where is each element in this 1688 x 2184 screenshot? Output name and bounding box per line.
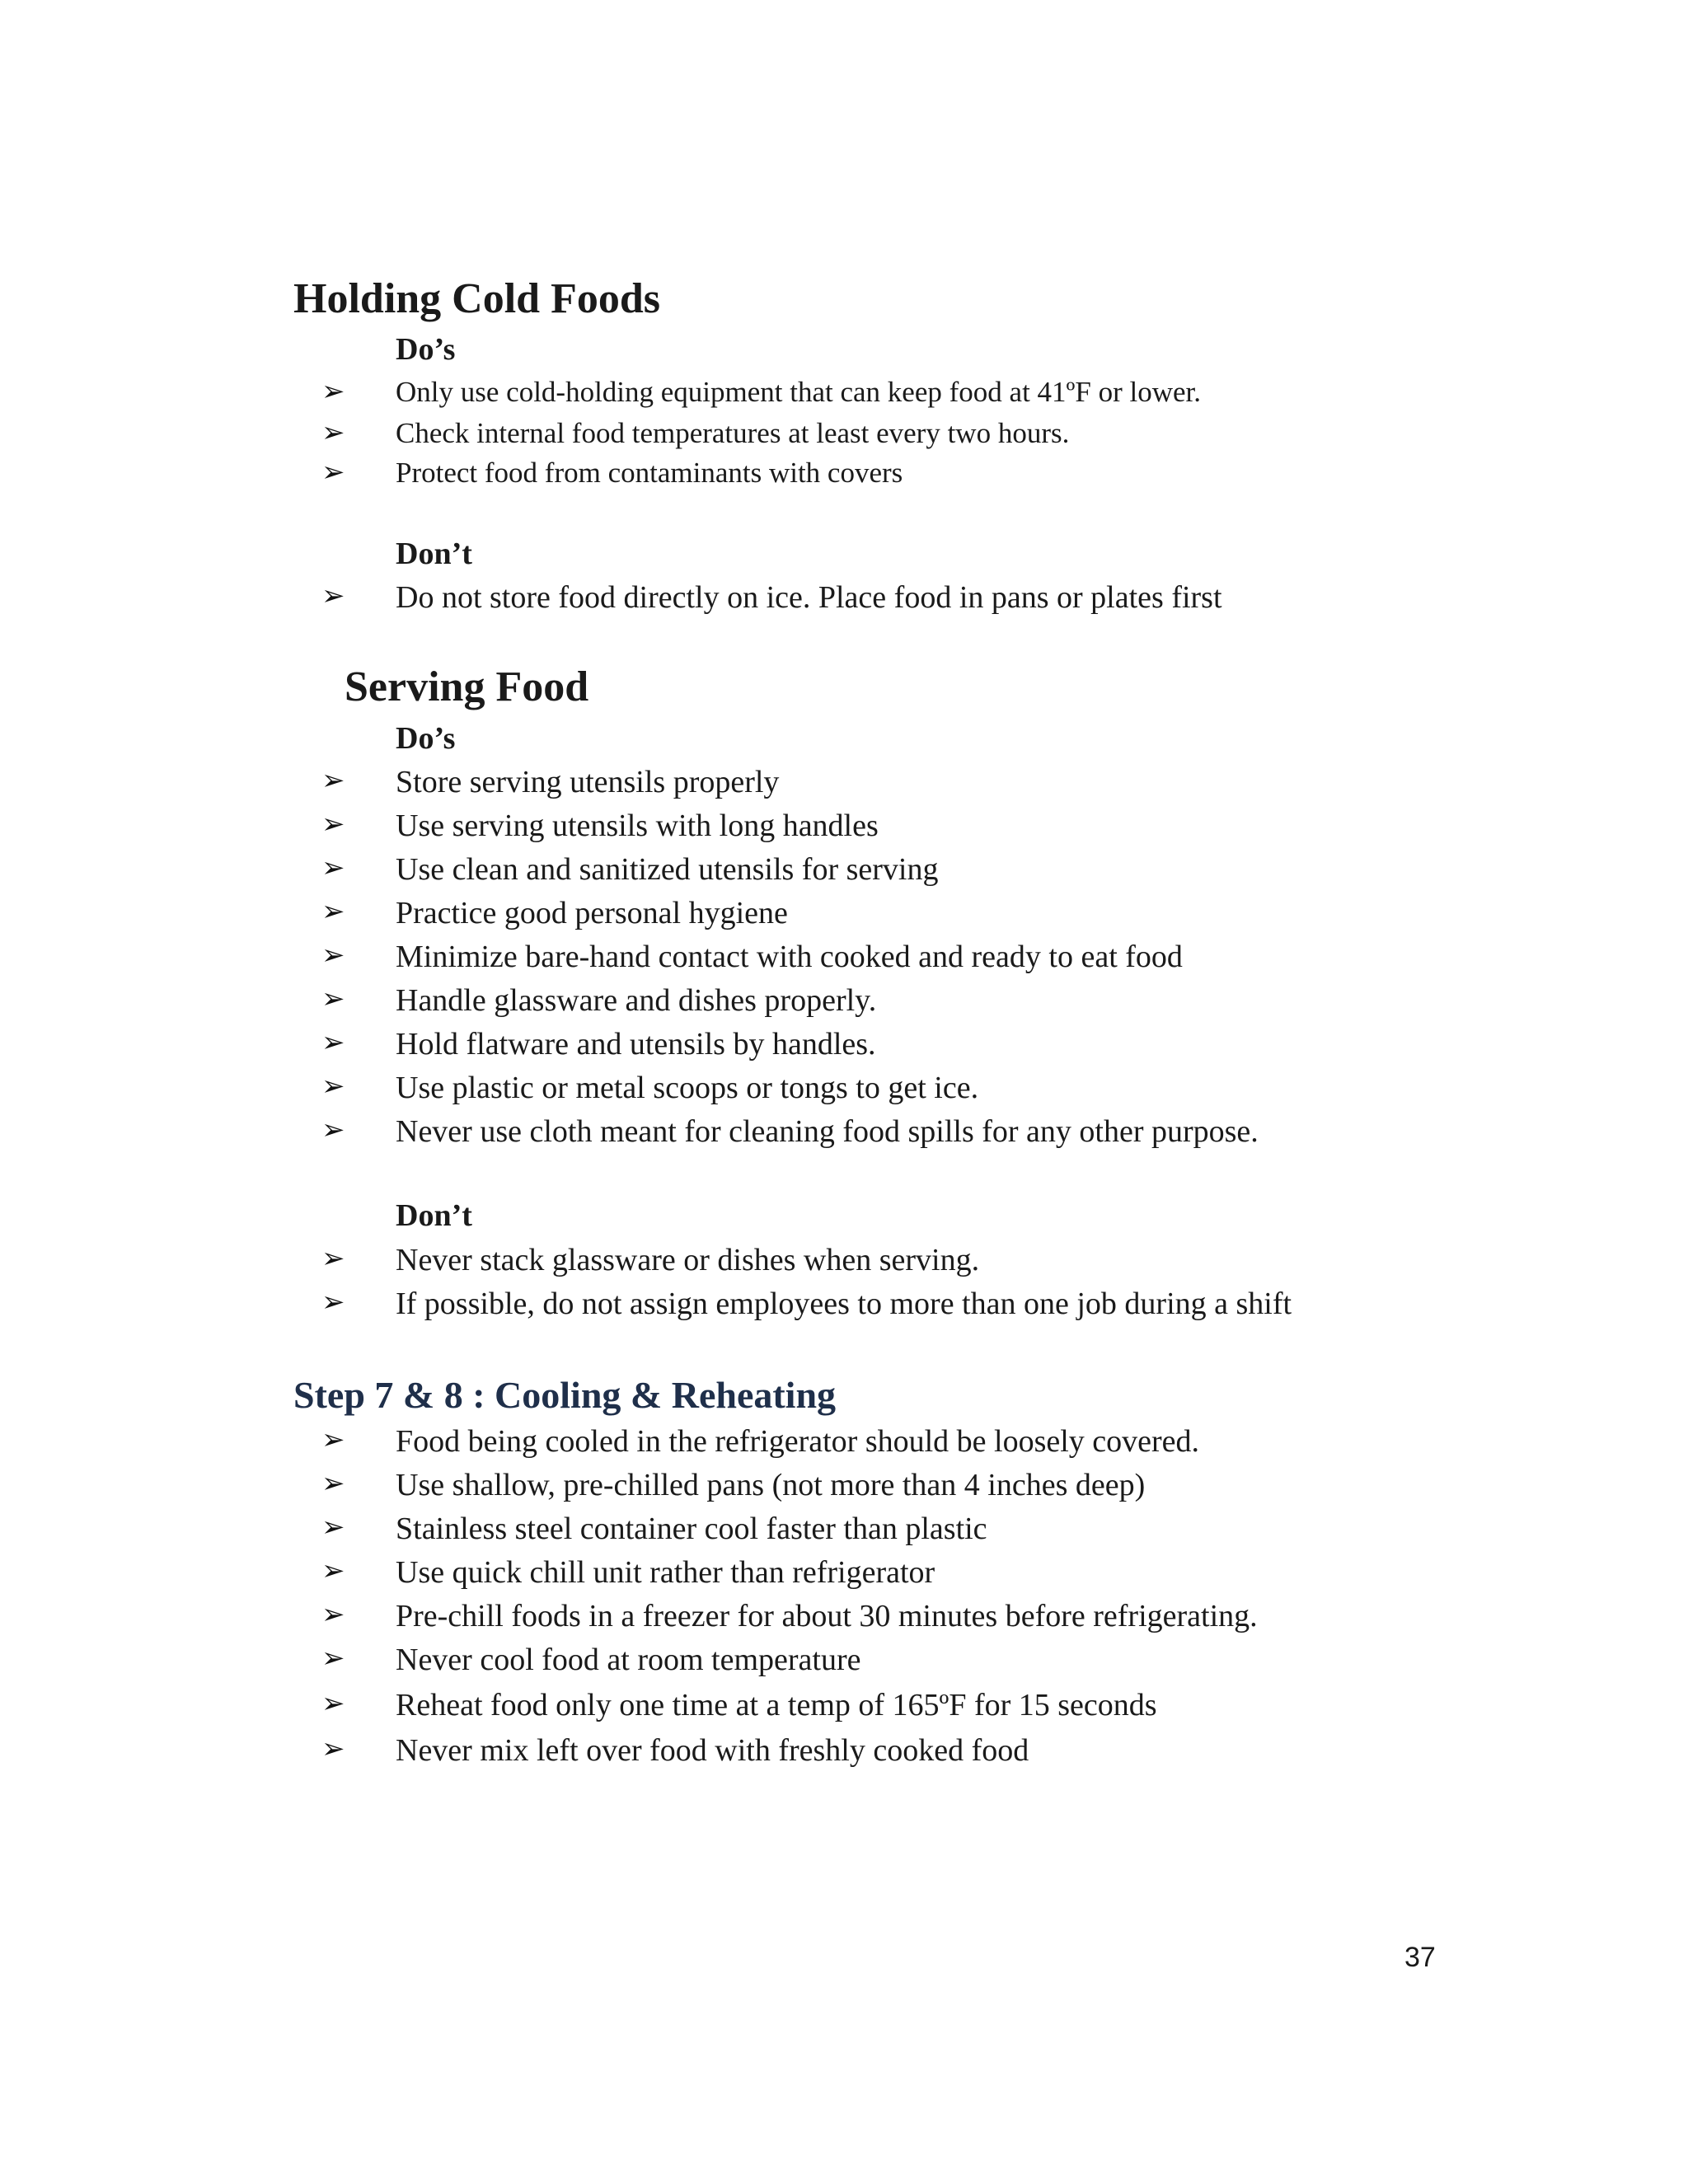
list-item-text: Use quick chill unit rather than refrigerator [396,1555,935,1590]
list-item-text: Hold flatware and utensils by handles. [396,1027,876,1062]
list-item [0,941,1688,982]
list-item-text: Do not store food directly on ice. Place food in pans or plates first [396,580,1222,615]
arrow-bullet-icon: ➢ [321,1467,345,1500]
list-item-text: Stainless steel container cool faster than plastic [396,1511,987,1546]
list-item-text: Never stack glassware or dishes when serving. [396,1243,980,1277]
list-item-text: Use plastic or metal scoops or tongs to get ice. [396,1071,979,1105]
list-item-text: Check internal food temperatures at least every two hours. [396,417,1070,449]
list-item [0,458,1688,499]
list-item [0,895,1688,939]
arrow-bullet-icon: ➢ [321,1070,345,1103]
arrow-bullet-icon: ➢ [321,579,345,612]
list-item [0,810,1688,851]
list-item [0,1644,1688,1685]
list-item [0,1288,1688,1329]
arrow-bullet-icon: ➢ [321,1026,345,1059]
list-item-text: Reheat food only one time at a temp of 165ºF for 15 seconds [396,1688,1157,1722]
list-item [0,982,1688,1026]
list-item [0,377,1688,419]
list-item [0,1469,1688,1511]
list-item [0,579,1688,623]
list-item [0,1554,1688,1598]
list-item-text: Minimize bare-hand contact with cooked and ready to eat food [396,940,1183,974]
list-item [0,1423,1688,1467]
list-item-text: Handle glassware and dishes properly. [396,983,877,1018]
arrow-bullet-icon: ➢ [321,1511,345,1544]
page-number: 37 [1404,1942,1436,1973]
arrow-bullet-icon: ➢ [321,1732,345,1765]
cold-dont-label: Don’t [396,537,472,571]
section-title-serving-food: Serving Food [345,663,589,710]
arrow-bullet-icon: ➢ [321,1423,345,1456]
arrow-bullet-icon: ➢ [321,1598,345,1631]
arrow-bullet-icon: ➢ [321,416,345,449]
arrow-bullet-icon: ➢ [321,1554,345,1587]
serving-dos-label: Do’s [396,721,456,756]
arrow-bullet-icon: ➢ [321,1687,345,1720]
list-item-text: Use clean and sanitized utensils for serving [396,852,939,887]
arrow-bullet-icon: ➢ [321,1113,345,1146]
list-item [0,1072,1688,1113]
list-item-text: Never use cloth meant for cleaning food spills for any other purpose. [396,1114,1259,1149]
arrow-bullet-icon: ➢ [321,939,345,972]
list-item-text: If possible, do not assign employees to more than one job during a shift [396,1286,1292,1321]
arrow-bullet-icon: ➢ [321,895,345,928]
arrow-bullet-icon: ➢ [321,1286,345,1319]
cold-dos-label: Do’s [396,332,456,367]
list-item [0,1732,1688,1776]
serving-dont-label: Don’t [396,1198,472,1233]
list-item [0,766,1688,808]
list-item-text: Food being cooled in the refrigerator should be loosely covered. [396,1424,1200,1459]
list-item [0,1598,1688,1642]
list-item-text: Practice good personal hygiene [396,896,788,930]
list-item [0,1687,1688,1731]
list-item [0,1113,1688,1157]
arrow-bullet-icon: ➢ [321,1642,345,1675]
list-item [0,1513,1688,1554]
list-item-text: Only use cold-holding equipment that can keep food at 41ºF or lower. [396,376,1202,408]
arrow-bullet-icon: ➢ [321,808,345,841]
list-item-text: Pre-chill foods in a freezer for about 30 minutes before refrigerating. [396,1599,1258,1633]
list-item [0,1244,1688,1286]
list-item-text: Use shallow, pre-chilled pans (not more than 4 inches deep) [396,1468,1146,1502]
list-item-text: Store serving utensils properly [396,765,780,799]
arrow-bullet-icon: ➢ [321,851,345,884]
list-item [0,416,1688,460]
arrow-bullet-icon: ➢ [321,456,345,489]
arrow-bullet-icon: ➢ [321,375,345,408]
section-title-cooling-reheating: Step 7 & 8 : Cooling & Reheating [293,1374,837,1416]
section-title-holding-cold-foods: Holding Cold Foods [293,275,661,322]
list-item [0,851,1688,895]
list-item-text: Never mix left over food with freshly cooked food [396,1733,1029,1768]
list-item [0,1026,1688,1070]
list-item-text: Use serving utensils with long handles [396,808,879,843]
arrow-bullet-icon: ➢ [321,1242,345,1275]
list-item-text: Protect food from contaminants with covers [396,457,903,489]
arrow-bullet-icon: ➢ [321,982,345,1015]
list-item-text: Never cool food at room temperature [396,1643,861,1677]
arrow-bullet-icon: ➢ [321,764,345,797]
